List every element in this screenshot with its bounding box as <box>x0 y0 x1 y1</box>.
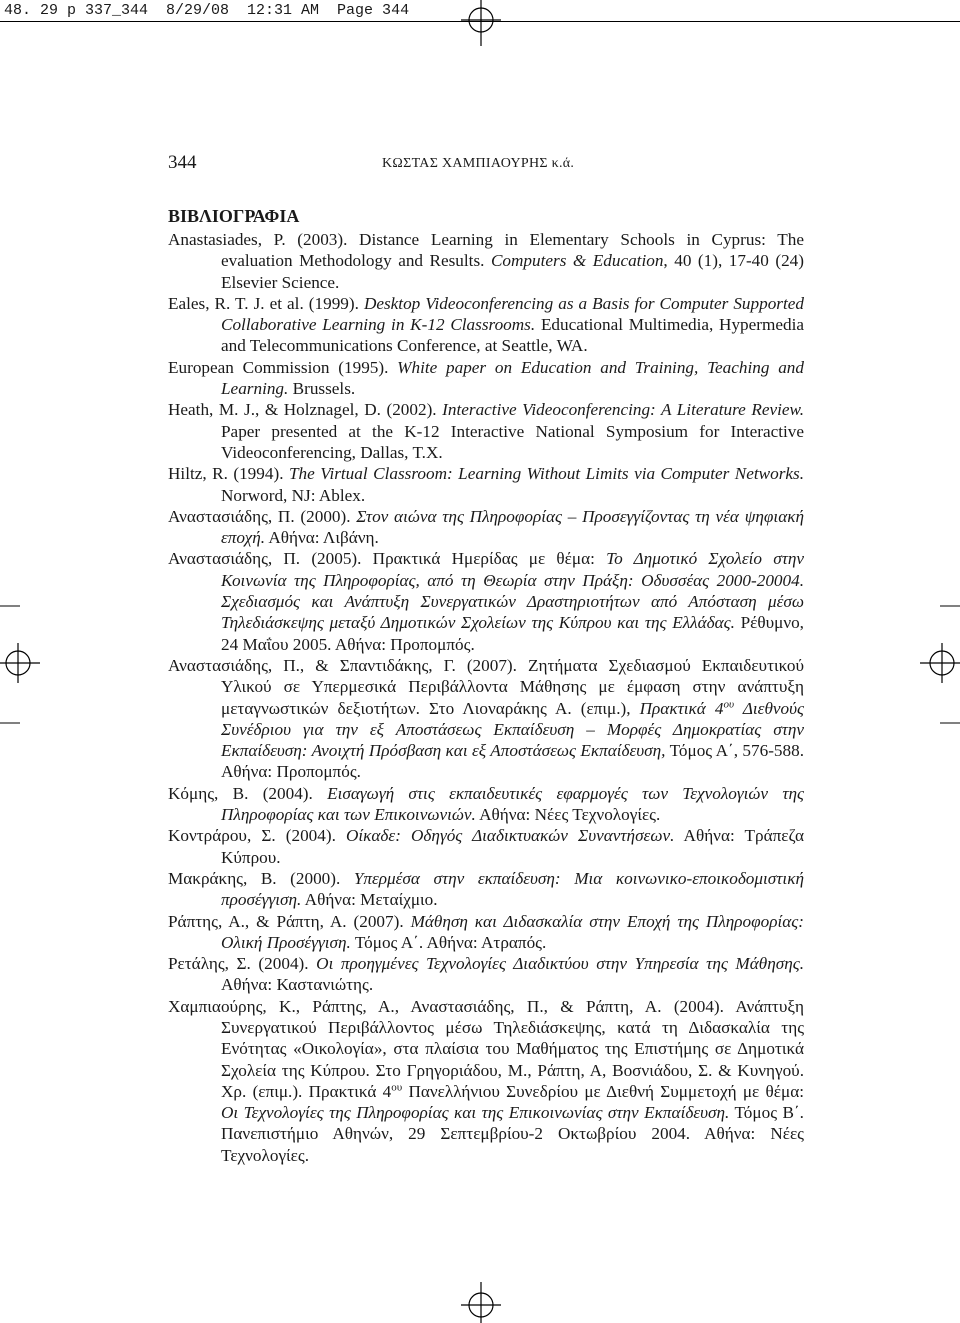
ref-plain: Educational Multimedia, Hypermedia and Telecommunications Conference, at Seattle, WA. <box>221 315 804 356</box>
ref-plain: Αθήνα: Λιβάνη. <box>265 528 379 548</box>
ref-title: Πρακτικά 4 <box>639 698 724 718</box>
bibliography-heading: ΒΙΒΛΙΟΓΡΑΦΙΑ <box>168 206 300 226</box>
ref-plain: Anastasiades, P. (2003). Distance Learning in Elementary Schools in Cyprus: The evaluation Methodology and Results. <box>168 230 804 271</box>
ref-plain: Κοντράρου, Σ. (2004). <box>168 826 346 846</box>
ref-title: Εισαγωγή στις εκπαιδευτικές εφαρμογές των Τεχνολογιών της Πληροφορίας και των Επικοινωνιών. <box>221 783 804 825</box>
ref-plain: European Commission (1995). <box>168 357 398 377</box>
ref-title: Desktop Videoconferencing as a Basis for Computer Supported Collaborative Learning in K-12 Classrooms. <box>221 293 804 335</box>
ref-plain: Αναστασιάδης, Π. (2005). Πρακτικά Ημερίδας με θέμα: <box>168 549 607 569</box>
reference-entry <box>168 953 804 996</box>
ref-plain: Αθήνα: Μεταίχμιο. <box>301 890 438 910</box>
ref-plain: Τόμος Α΄, 576-588. Αθήνα: Προπομπός. <box>221 741 804 782</box>
ref-title: Οι προηγμένες Τεχνολογίες Διαδικτύου στην Υπηρεσία της Μάθησης. <box>316 954 804 974</box>
ref-title: White paper on Education and Training, Teaching and Learning. <box>221 357 804 399</box>
reference-entry <box>168 463 804 506</box>
ref-plain: Αθήνα: Καστανιώτης. <box>221 975 374 995</box>
reference-entry <box>168 548 804 654</box>
ref-superscript: ου <box>723 697 735 710</box>
reference-entry <box>168 357 804 400</box>
registration-mark-left <box>0 640 40 686</box>
ref-title: Interactive Videoconferencing: A Literature Review. <box>442 400 804 420</box>
ref-plain: Πανελλήνιου Συνεδρίου με Διεθνή Συμμετοχή με θέμα: <box>402 1081 805 1101</box>
reference-entry <box>168 996 804 1166</box>
ref-plain: Μακράκης, Β. (2000). <box>168 868 354 888</box>
registration-mark-right <box>920 640 960 686</box>
reference-entry <box>168 825 804 868</box>
ref-plain: Paper presented at the K-12 Interactive National Symposium for Interactive Videoconferencing, Dallas, T.X. <box>221 421 804 462</box>
ref-title: Υπερμέσα στην εκπαίδευση: Μια κοινωνικο-εποικοδομιστική προσέγγιση. <box>221 868 804 910</box>
ref-plain: Τόμος Β΄. Πανεπιστήμιο Αθηνών, 29 Σεπτεμβρίου-2 Οκτωβρίου 2004. Αθήνα: Νέες Τεχνολογίες. <box>221 1103 804 1165</box>
ref-title: Το Δημοτικό Σχολείο στην Κοινωνία της Πληροφορίας, από τη Θεωρία στην Πράξη: Οδυσσέας 2000-20004. Σχεδιασμός και Ανάπτυξη Συνεργατικών Δραστηριοτήτων από Απόσταση μέσω Τηλεδιάσκεψης μεταξύ Δημοτικών Σχολείων της Κύπρου και της Ελλάδας. <box>221 549 804 633</box>
ref-plain: Norword, NJ: Ablex. <box>221 485 366 505</box>
page-number: 344 <box>168 152 197 173</box>
ref-plain: Ρετάλης, Σ. (2004). <box>168 954 317 974</box>
ref-plain: Ράπτης, Α., & Ράπτη, Α. (2007). <box>168 911 411 931</box>
reference-entry <box>168 911 804 954</box>
ref-plain: Αθήνα: Τράπεζα Κύπρου. <box>221 826 804 867</box>
ref-plain: Αναστασιάδης, Π. (2000). <box>168 506 357 526</box>
ref-plain: Brussels. <box>288 379 356 399</box>
trim-mark-right-bottom <box>940 722 960 724</box>
reference-list <box>168 229 804 1166</box>
ref-title: Διεθνούς Συνέδριου για την εξ Αποστάσεως Εκπαίδευση – Μορφές Δημοκρατίας στην Εκπαίδευση: Ανοιχτή Πρόσβαση και εξ Αποστάσεως Εκπαίδευση, <box>221 698 804 761</box>
registration-mark-bottom <box>458 1282 504 1323</box>
reference-entry <box>168 506 804 549</box>
print-slug: 48. 29 p 337_344 8/29/08 12:31 AM Page 344 <box>0 0 960 22</box>
ref-plain: Hiltz, R. (1994). <box>168 464 289 484</box>
trim-mark-left-top <box>0 605 20 607</box>
ref-title: Οίκαδε: Οδηγός Διαδικτυακών Συναντήσεων. <box>345 826 675 846</box>
reference-entry <box>168 783 804 826</box>
ref-title: Μάθηση και Διδασκαλία στην Εποχή της Πληροφορίας: Ολική Προσέγγιση. <box>221 911 804 952</box>
ref-plain: Κόμης, Β. (2004). <box>168 783 328 803</box>
ref-plain: Χαμπιαούρης, Κ., Ράπτης, Α., Αναστασιάδης, Π., & Ράπτη, Α. (2004). Ανάπτυξη Συνεργατικού Περιβάλλοντος μέσω Τηλεδιάσκεψης, κατά τη Διδασκαλία της Ενότητας «Οικολογία», στα πλαίσια του Μαθήματος της Επιστήμης σε Δημοτικά Σχολεία της Κύπρου. Στο Γρηγοριάδου, Μ., Ράπτη, Α, Βοσνιάδου, Σ. & Κυνηγού. Χρ. (επιμ.). Πρακτικά 4 <box>168 996 804 1101</box>
ref-plain: Αθήνα: Νέες Τεχνολογίες. <box>475 805 661 825</box>
ref-plain: , 40 (1), 17-40 (24) Elsevier Science. <box>221 251 804 292</box>
reference-entry <box>168 399 804 463</box>
running-header-authors: ΚΩΣΤΑΣ ΧΑΜΠΙΑΟΥΡΗΣ κ.ά. <box>382 156 575 171</box>
trim-mark-left-bottom <box>0 722 20 724</box>
ref-plain: Ρέθυμνο, 24 Μαΐου 2005. Αθήνα: Προπομπός. <box>221 613 804 654</box>
ref-title: Οι Τεχνολογίες της Πληροφορίας και της Επικοινωνίας στην Εκπαίδευση. <box>221 1103 730 1123</box>
ref-plain: Eales, R. T. J. et al. (1999). <box>168 293 364 313</box>
registration-mark-top <box>458 0 504 46</box>
trim-mark-right-top <box>940 605 960 607</box>
ref-title: The Virtual Classroom: Learning Without Limits via Computer Networks. <box>288 464 804 484</box>
reference-entry <box>168 655 804 783</box>
ref-plain: Heath, M. J., & Holznagel, D. (2002). <box>168 400 443 420</box>
ref-title: Στον αιώνα της Πληροφορίας – Προσεγγίζοντας τη νέα ψηφιακή εποχή. <box>221 506 804 548</box>
ref-plain: Τόμος Α΄. Αθήνα: Ατραπός. <box>350 932 547 952</box>
reference-entry <box>168 868 804 911</box>
ref-superscript: ου <box>391 1081 403 1094</box>
reference-entry <box>168 229 804 293</box>
reference-entry <box>168 293 804 357</box>
ref-plain: Αναστασιάδης, Π., & Σπαντιδάκης, Γ. (2007). Ζητήματα Σχεδιασμού Εκπαιδευτικού Υλικού σε Υπερμεσικά Περιβάλλοντα Μάθησης με έμφαση στην ανάπτυξη μεταγνωστικών δεξιοτήτων. Στο Λιοναράκης Α. (επιμ.), <box>168 655 804 718</box>
ref-title: Computers & Education <box>490 251 664 271</box>
